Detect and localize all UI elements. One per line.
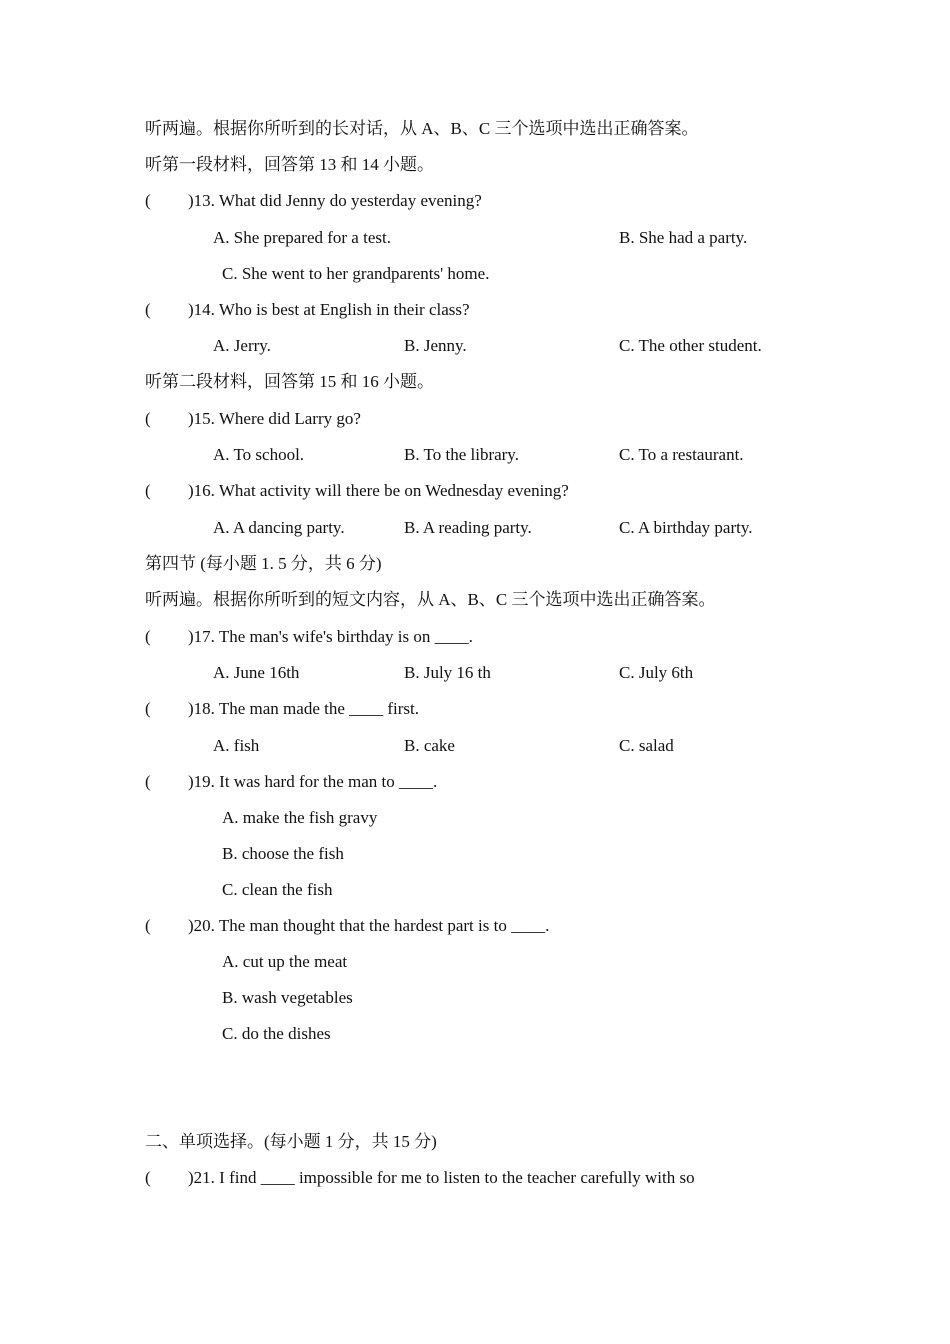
q13-option-b: B. She had a party. [619, 228, 748, 247]
q15-option-a: A. To school. [213, 445, 305, 464]
q14-stem: )14. Who is best at English in their class? [188, 300, 470, 319]
q17-option-a: A. June 16th [213, 663, 300, 682]
q14-option-a: A. Jerry. [213, 336, 271, 355]
q13-option-a: A. She prepared for a test. [213, 228, 391, 247]
q20-stem: )20. The man thought that the hardest part is to ____. [188, 916, 550, 935]
part4-instruction: 听两遍。根据你所听到的短文内容，从 A、B、C 三个选项中选出正确答案。 [145, 590, 716, 609]
q17-option-c: C. July 6th [619, 663, 694, 682]
q15-option-c: C. To a restaurant. [619, 445, 744, 464]
q14-option-c: C. The other student. [619, 336, 762, 355]
q18-option-b: B. cake [404, 736, 455, 755]
single-choice-heading: 二、单项选择。(每小题 1 分，共 15 分) [145, 1132, 437, 1151]
q20-option-c: C. do the dishes [222, 1024, 331, 1043]
material1-heading: 听第一段材料，回答第 13 和 14 小题。 [145, 155, 434, 174]
q16-option-b: B. A reading party. [404, 518, 532, 537]
q17-stem: )17. The man's wife's birthday is on ____. [188, 627, 473, 646]
material2-heading: 听第二段材料，回答第 15 和 16 小题。 [145, 372, 434, 391]
q17-paren: ( [145, 627, 151, 646]
q21-paren: ( [145, 1168, 151, 1187]
q13-option-c: C. She went to her grandparents' home. [222, 264, 490, 283]
q20-option-b: B. wash vegetables [222, 988, 353, 1007]
part4-heading: 第四节 (每小题 1. 5 分，共 6 分) [145, 554, 382, 573]
q14-paren: ( [145, 300, 151, 319]
q14-option-b: B. Jenny. [404, 336, 467, 355]
q18-stem: )18. The man made the ____ first. [188, 699, 420, 718]
q16-option-c: C. A birthday party. [619, 518, 753, 537]
q16-stem: )16. What activity will there be on Wednesday evening? [188, 481, 569, 500]
q21-stem: )21. I find ____ impossible for me to listen to the teacher carefully with so [188, 1168, 695, 1187]
q13-stem: )13. What did Jenny do yesterday evening? [188, 191, 482, 210]
part3-instruction: 听两遍。根据你所听到的长对话，从 A、B、C 三个选项中选出正确答案。 [145, 119, 699, 138]
q20-paren: ( [145, 916, 151, 935]
q19-stem: )19. It was hard for the man to ____. [188, 772, 438, 791]
q20-option-a: A. cut up the meat [222, 952, 348, 971]
q13-paren: ( [145, 191, 151, 210]
q19-option-c: C. clean the fish [222, 880, 333, 899]
q16-option-a: A. A dancing party. [213, 518, 345, 537]
q19-option-a: A. make the fish gravy [222, 808, 378, 827]
q18-paren: ( [145, 699, 151, 718]
q15-stem: )15. Where did Larry go? [188, 409, 361, 428]
q15-option-b: B. To the library. [404, 445, 519, 464]
q15-paren: ( [145, 409, 151, 428]
q19-option-b: B. choose the fish [222, 844, 344, 863]
q17-option-b: B. July 16 th [404, 663, 491, 682]
q19-paren: ( [145, 772, 151, 791]
q18-option-c: C. salad [619, 736, 674, 755]
q16-paren: ( [145, 481, 151, 500]
q18-option-a: A. fish [213, 736, 260, 755]
